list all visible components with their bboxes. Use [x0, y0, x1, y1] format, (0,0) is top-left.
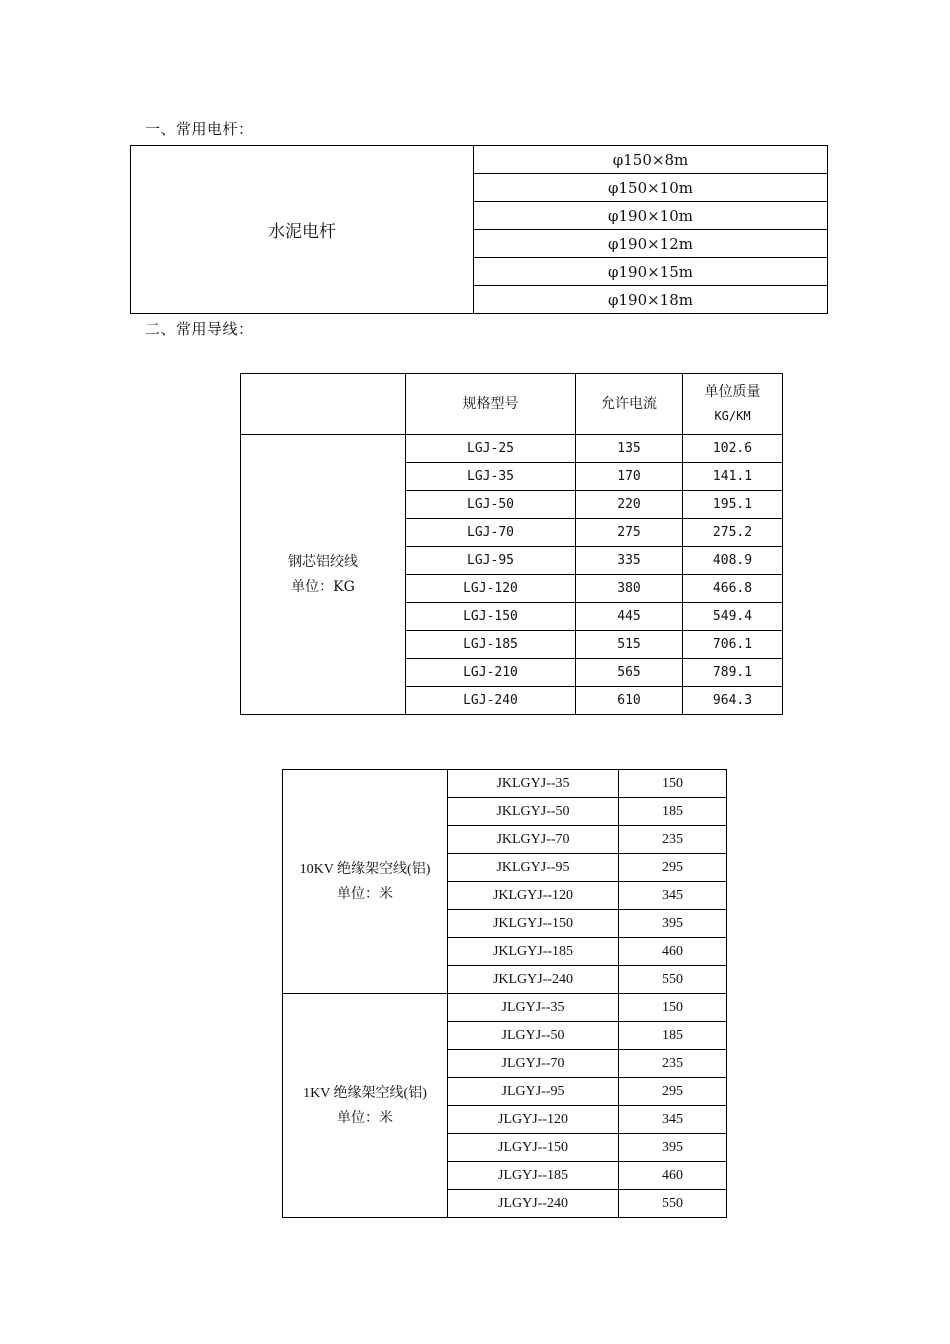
table-row — [131, 146, 828, 174]
group-label-cell — [283, 994, 448, 1218]
model-cell: JLGYJ--150 — [448, 1134, 619, 1162]
current-cell: 220 — [576, 491, 683, 519]
current-cell: 460 — [619, 938, 727, 966]
pole-spec-cell: φ190×10m — [474, 202, 828, 230]
mass-cell: 275.2 — [683, 519, 783, 547]
table-row — [283, 770, 727, 798]
model-cell: JLGYJ--240 — [448, 1190, 619, 1218]
model-cell: JKLGYJ--95 — [448, 854, 619, 882]
model-cell: JLGYJ--70 — [448, 1050, 619, 1078]
pole-spec-cell: φ150×10m — [474, 174, 828, 202]
group-name: 10KV 绝缘架空线(铝) — [299, 861, 431, 877]
insulated-conductor-table — [282, 769, 727, 1218]
current-cell: 380 — [576, 575, 683, 603]
model-cell: JLGYJ--120 — [448, 1106, 619, 1134]
model-cell: JLGYJ--50 — [448, 1022, 619, 1050]
model-cell: LGJ-210 — [406, 659, 576, 687]
current-cell: 185 — [619, 798, 727, 826]
mass-cell: 195.1 — [683, 491, 783, 519]
current-cell: 135 — [576, 435, 683, 463]
pole-spec-cell: φ190×18m — [474, 286, 828, 314]
group-name: 1KV 绝缘架空线(铝) — [303, 1085, 427, 1101]
pole-spec-cell: φ190×12m — [474, 230, 828, 258]
current-cell: 235 — [619, 1050, 727, 1078]
model-cell: LGJ-185 — [406, 631, 576, 659]
header-mass-label: 单位质量 — [704, 384, 761, 400]
mass-cell: 964.3 — [683, 687, 783, 715]
header-mass-unit: KG/KM — [714, 409, 751, 423]
mass-cell: 141.1 — [683, 463, 783, 491]
model-cell: JLGYJ--185 — [448, 1162, 619, 1190]
header-current-cell: 允许电流 — [576, 374, 683, 435]
model-cell: LGJ-70 — [406, 519, 576, 547]
current-cell: 185 — [619, 1022, 727, 1050]
model-cell: JKLGYJ--35 — [448, 770, 619, 798]
pole-spec-cell: φ190×15m — [474, 258, 828, 286]
current-cell: 295 — [619, 854, 727, 882]
current-cell: 150 — [619, 770, 727, 798]
table-row — [283, 994, 727, 1022]
model-cell: JKLGYJ--185 — [448, 938, 619, 966]
model-cell: LGJ-240 — [406, 687, 576, 715]
mass-cell: 408.9 — [683, 547, 783, 575]
poles-table — [130, 145, 828, 314]
model-cell: LGJ-35 — [406, 463, 576, 491]
current-cell: 275 — [576, 519, 683, 547]
current-cell: 460 — [619, 1162, 727, 1190]
current-cell: 345 — [619, 1106, 727, 1134]
current-cell: 550 — [619, 1190, 727, 1218]
group-unit: 单位：米 — [337, 1110, 393, 1126]
mass-cell: 706.1 — [683, 631, 783, 659]
model-cell: JKLGYJ--50 — [448, 798, 619, 826]
section1-heading: 一、常用电杆： — [145, 120, 254, 138]
current-cell: 345 — [619, 882, 727, 910]
group-label-cell — [241, 435, 406, 715]
model-cell: JKLGYJ--150 — [448, 910, 619, 938]
group-unit: 单位：KG — [291, 578, 355, 595]
model-cell: LGJ-120 — [406, 575, 576, 603]
current-cell: 395 — [619, 1134, 727, 1162]
group-name: 钢芯铝绞线 — [288, 553, 358, 570]
model-cell: LGJ-95 — [406, 547, 576, 575]
current-cell: 295 — [619, 1078, 727, 1106]
header-model-cell: 规格型号 — [406, 374, 576, 435]
mass-cell: 549.4 — [683, 603, 783, 631]
current-cell: 550 — [619, 966, 727, 994]
current-cell: 150 — [619, 994, 727, 1022]
section2-heading: 二、常用导线： — [145, 320, 254, 338]
model-cell: JKLGYJ--240 — [448, 966, 619, 994]
current-cell: 235 — [619, 826, 727, 854]
current-cell: 445 — [576, 603, 683, 631]
group-label-cell — [283, 770, 448, 994]
header-blank-cell — [241, 374, 406, 435]
mass-cell: 466.8 — [683, 575, 783, 603]
current-cell: 515 — [576, 631, 683, 659]
group-unit: 单位：米 — [337, 886, 393, 902]
model-cell: JKLGYJ--70 — [448, 826, 619, 854]
pole-category-cell: 水泥电杆 — [131, 146, 474, 314]
model-cell: JLGYJ--95 — [448, 1078, 619, 1106]
model-cell: JKLGYJ--120 — [448, 882, 619, 910]
model-cell: LGJ-25 — [406, 435, 576, 463]
current-cell: 395 — [619, 910, 727, 938]
model-cell: LGJ-150 — [406, 603, 576, 631]
table-row — [241, 435, 783, 463]
header-row — [241, 374, 783, 435]
mass-cell: 789.1 — [683, 659, 783, 687]
model-cell: JLGYJ--35 — [448, 994, 619, 1022]
header-mass-cell — [683, 374, 783, 435]
current-cell: 335 — [576, 547, 683, 575]
current-cell: 565 — [576, 659, 683, 687]
pole-spec-cell: φ150×8m — [474, 146, 828, 174]
model-cell: LGJ-50 — [406, 491, 576, 519]
current-cell: 610 — [576, 687, 683, 715]
steel-core-conductor-table — [240, 373, 783, 715]
mass-cell: 102.6 — [683, 435, 783, 463]
current-cell: 170 — [576, 463, 683, 491]
